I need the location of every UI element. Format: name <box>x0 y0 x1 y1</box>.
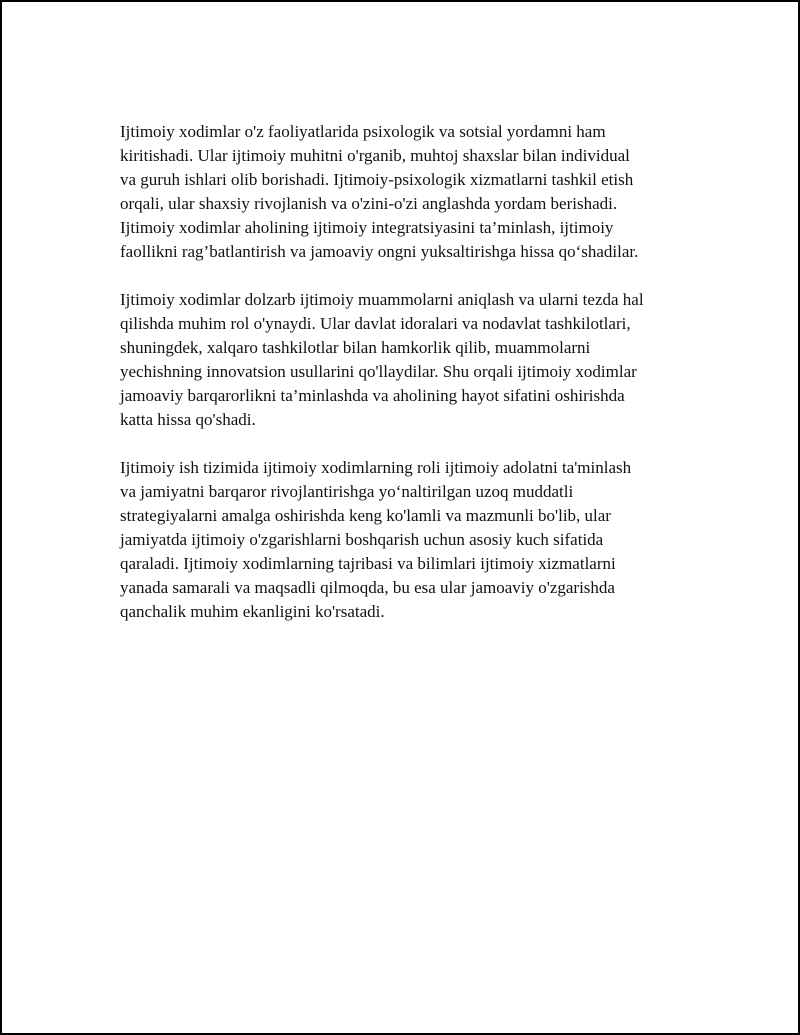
paragraph-2: Ijtimoiy xodimlar dolzarb ijtimoiy muammolarni aniqlash va ularni tezda hal qilishda muhim rol o'ynaydi. Ular davlat idoralari va nodavlat tashkilotlari, shuningdek, xalqaro tashkilotlar bilan hamkorlik qilib, muammolarni yechishning innovatsion usullarini qo'llaydilar. Shu orqali ijtimoiy xodimlar jamoaviy barqarorlikni ta’minlashda va aholining hayot sifatini oshirishda katta hissa qo'shadi. <box>120 290 644 429</box>
paragraph-1: Ijtimoiy xodimlar o'z faoliyatlarida psixologik va sotsial yordamni ham kiritishadi. Ular ijtimoiy muhitni o'rganib, muhtoj shaxslar bilan individual va guruh ishlari olib borishadi. Ijtimoiy-psixologik xizmatlarni tashkil etish orqali, ular shaxsiy rivojlanish va o'zini-o'zi anglashda yordam berishadi. Ijtimoiy xodimlar aholining ijtimoiy integratsiyasini ta’minlash, ijtimoiy faollikni rag’batlantirish va jamoaviy ongni yuksaltirishga hissa qo‘shadilar. <box>120 122 639 261</box>
document-body <box>120 120 695 648</box>
paragraph-3: Ijtimoiy ish tizimida ijtimoiy xodimlarning roli ijtimoiy adolatni ta'minlash va jamiyatni barqaror rivojlantirishga yo‘naltirilgan uzoq muddatli strategiyalarni amalga oshirishda keng ko'lamli va mazmunli bo'lib, ular jamiyatda ijtimoiy o'zgarishlarni boshqarish uchun asosiy kuch sifatida qaraladi. Ijtimoiy xodimlarning tajribasi va bilimlari ijtimoiy xizmatlarni yanada samarali va maqsadli qilmoqda, bu esa ular jamoaviy o'zgarishda qanchalik muhim ekanligini ko'rsatadi. <box>120 458 632 621</box>
